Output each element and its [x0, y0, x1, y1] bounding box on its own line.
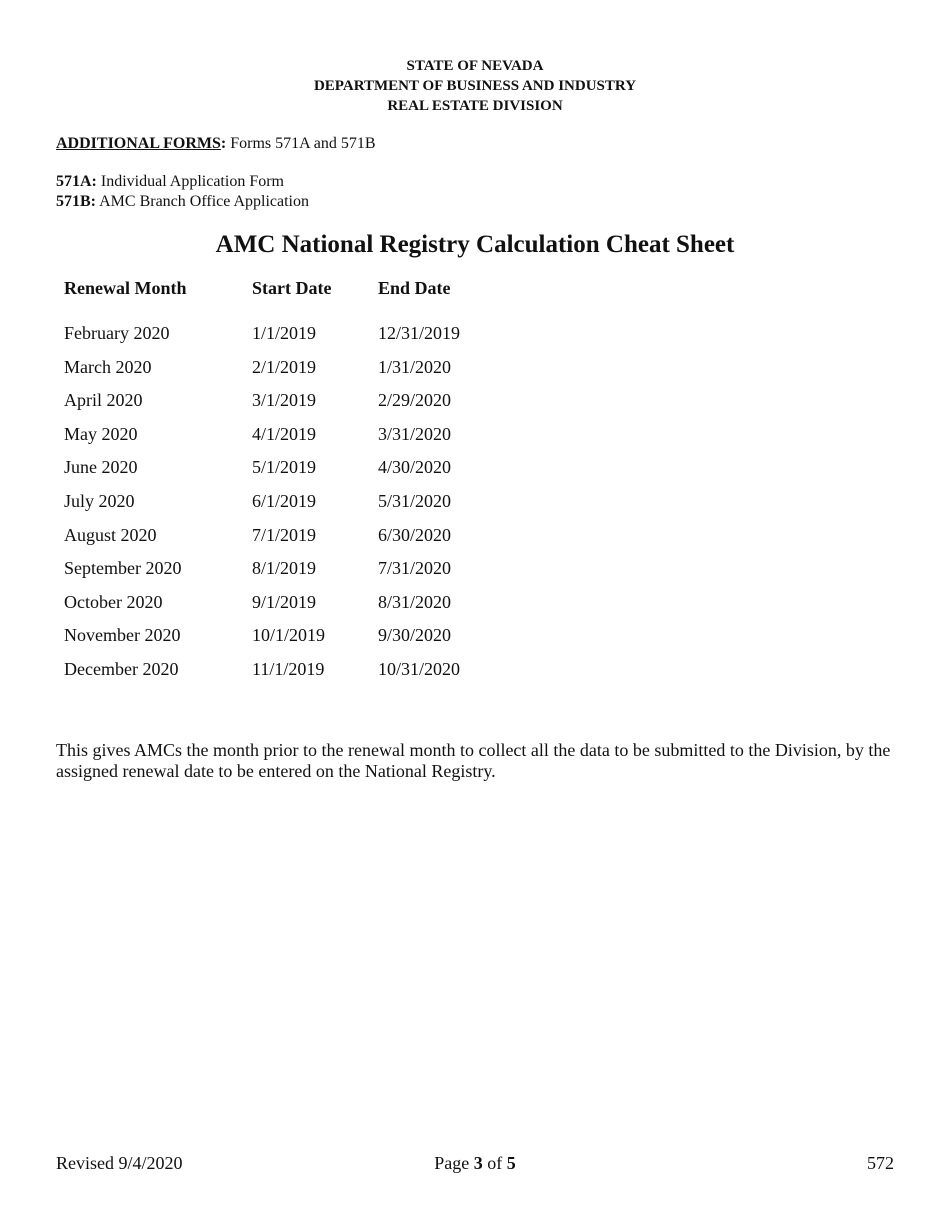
cell-start-date: 5/1/2019	[252, 457, 317, 478]
page-current: 3	[473, 1153, 483, 1173]
cell-start-date: 10/1/2019	[252, 625, 326, 646]
cell-end-date: 12/31/2019	[378, 323, 461, 343]
cell-renewal-month: November 2020	[64, 625, 181, 646]
footer-form-number: 572	[867, 1153, 894, 1173]
additional-forms-colon: :	[220, 135, 227, 152]
form-item	[56, 192, 309, 212]
cell-end-date: 6/30/2020	[378, 524, 452, 545]
header-renewal-month: Renewal Month	[64, 278, 187, 298]
cheat-sheet-title: AMC National Registry Calculation Cheat Sheet	[215, 231, 735, 258]
header-division: REAL ESTATE DIVISION	[387, 98, 563, 114]
cell-end-date: 5/31/2020	[378, 490, 452, 511]
cell-start-date: 8/1/2019	[252, 558, 317, 579]
form-item	[56, 172, 309, 192]
form-code: 571B:	[56, 193, 96, 210]
page-prefix: Page	[434, 1153, 474, 1173]
cell-renewal-month: October 2020	[64, 591, 163, 612]
footer-revised-date: Revised 9/4/2020	[56, 1153, 183, 1173]
cell-end-date: 8/31/2020	[378, 591, 452, 612]
cell-end-date: 7/31/2020	[378, 558, 452, 579]
cell-end-date: 4/30/2020	[378, 457, 452, 478]
page-total: 5	[506, 1153, 516, 1173]
footer-page-number	[0, 1152, 950, 1174]
cell-end-date: 2/29/2020	[378, 390, 452, 411]
header-start-date: Start Date	[252, 278, 332, 298]
additional-forms-line	[56, 134, 376, 154]
header-state: STATE OF NEVADA	[406, 58, 544, 74]
form-description: AMC Branch Office Application	[96, 193, 309, 210]
form-code: 571A:	[56, 173, 97, 190]
additional-forms-value: Forms 571A and 571B	[226, 135, 376, 152]
cell-start-date: 6/1/2019	[252, 490, 317, 511]
cell-end-date: 9/30/2020	[378, 625, 452, 646]
cell-renewal-month: March 2020	[64, 356, 152, 377]
explanatory-note: This gives AMCs the month prior to the renewal month to collect all the data to be submitted to the Division, by the assigned renewal date to be entered on the National Registry.	[56, 740, 891, 781]
cell-end-date: 3/31/2020	[378, 423, 452, 444]
cell-renewal-month: July 2020	[64, 490, 135, 511]
document-header	[0, 56, 950, 116]
cell-start-date: 4/1/2019	[252, 423, 317, 444]
form-description: Individual Application Form	[96, 173, 284, 190]
cell-start-date: 7/1/2019	[252, 524, 317, 545]
cell-start-date: 3/1/2019	[252, 390, 317, 411]
cell-start-date: 1/1/2019	[252, 323, 317, 343]
cell-renewal-month: December 2020	[64, 658, 179, 679]
cell-start-date: 9/1/2019	[252, 591, 317, 612]
cell-end-date: 10/31/2020	[378, 658, 461, 679]
header-end-date: End Date	[378, 278, 451, 298]
header-department: DEPARTMENT OF BUSINESS AND INDUSTRY	[313, 78, 637, 94]
cell-renewal-month: April 2020	[64, 390, 143, 411]
cell-end-date: 1/31/2020	[378, 356, 452, 377]
cell-start-date: 2/1/2019	[252, 356, 317, 377]
cell-renewal-month: May 2020	[64, 423, 138, 444]
form-list	[56, 172, 309, 212]
cell-renewal-month: September 2020	[64, 558, 182, 579]
cell-renewal-month: June 2020	[64, 457, 138, 478]
page-of: of	[482, 1153, 507, 1173]
additional-forms-label: ADDITIONAL FORMS	[56, 135, 221, 152]
cell-start-date: 11/1/2019	[252, 658, 325, 679]
cell-renewal-month: February 2020	[64, 323, 170, 343]
cell-renewal-month: August 2020	[64, 524, 157, 545]
